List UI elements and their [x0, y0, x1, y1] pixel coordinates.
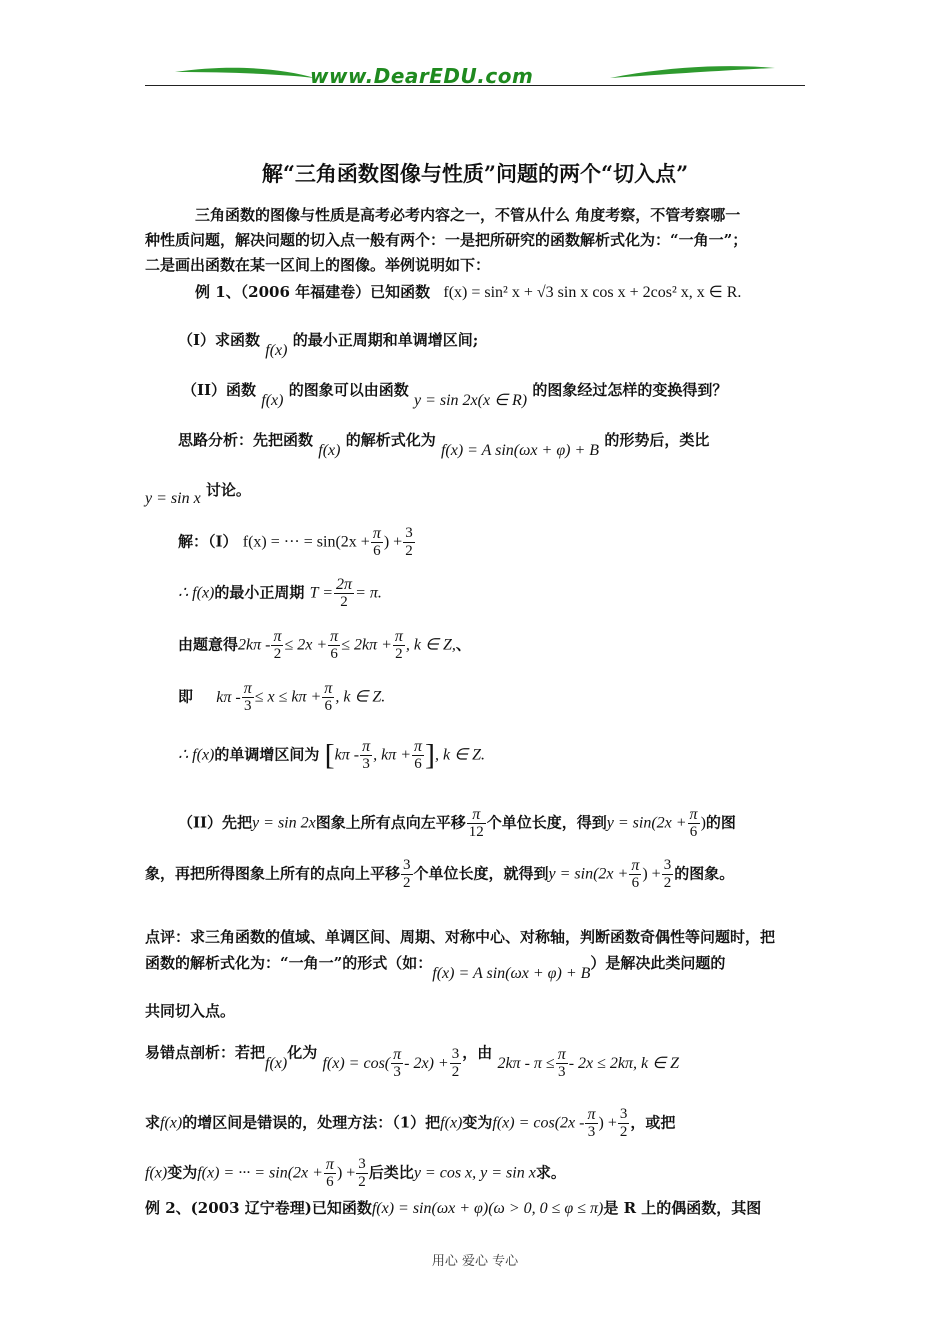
analysis-end: 讨论。: [205, 481, 251, 499]
fraction: $\frac{3}{2}$: [358, 1156, 366, 1190]
solution-step-1: 解：（I） f(x) = ··· = sin(2x + $\frac{\pi}{6}$ ) + $\frac{3}{2}$: [178, 525, 413, 559]
analysis-fx: f(x): [318, 442, 341, 459]
fraction: $\frac{\pi}{12}$: [468, 806, 484, 840]
s2-therefore: ∴ f(x): [178, 584, 215, 602]
question-2: [182, 378, 728, 409]
fraction: $\frac{\pi}{6}$: [689, 806, 698, 840]
fraction: $\frac{\pi}{3}$: [362, 738, 371, 772]
comment-line-2: 函数的解析式化为：“一角一”的形式（如：f(x) = A sin(ωx + φ) + B）是解决此类问题的: [145, 954, 726, 982]
solution-label: 解：（I）: [178, 532, 238, 551]
solution-step-5: ∴ f(x)的单调增区间为 [kπ - $\frac{\pi}{3}$ , kπ + $\frac{\pi}{6}$ ], k ∈ Z.: [178, 738, 485, 772]
intro-line-3: 二是画出函数在某一区间上的图像。举例说明如下：: [145, 256, 491, 274]
s5-text: 的单调增区间为: [214, 745, 320, 764]
s1-frac-32: $\frac{3}{2}$: [405, 525, 413, 559]
example-1-label: [195, 280, 741, 305]
fraction: $\frac{\pi}{3}$: [557, 1046, 566, 1080]
fraction: $\frac{\pi}{2}$: [394, 628, 403, 662]
s1-frac-pi6: $\frac{\pi}{6}$: [372, 525, 381, 559]
q1-fx: f(x): [265, 342, 288, 359]
page-title: 解“三角函数图像与性质”问题的两个“切入点”: [261, 161, 689, 186]
solution-step-4: 即 kπ - $\frac{\pi}{3}$ ≤ x ≤ kπ + $\frac{\pi}{6}$ , k ∈ Z.: [178, 680, 386, 714]
fraction: $\frac{\pi}{3}$: [393, 1046, 402, 1080]
pitfall-line-1: 易错点剖析：若把f(x)化为 f(x) = cos( $\frac{\pi}{3}$ - 2x) + $\frac{3}{2}$ ，由 2kπ - π ≤ $\frac{\pi}{3}$ - 2x ≤ 2kπ, k ∈ Z: [145, 1043, 679, 1080]
s3-prefix: 由题意得: [178, 635, 239, 654]
q1-suffix: 的最小正周期和单调增区间;: [292, 331, 479, 349]
s1-expr: f(x) = ··· = sin(2x +: [242, 533, 370, 551]
analysis-form: f(x) = A sin(ωx + φ) + B: [440, 442, 600, 459]
analysis-line: [178, 428, 710, 459]
fraction: $\frac{3}{2}$: [451, 1046, 460, 1080]
q2-gx: y = sin 2x(x ∈ R): [413, 392, 528, 409]
s2-T: T =: [309, 584, 334, 602]
example-1-formula: f(x) = sin² x + √3 sin x cos x + 2cos² x, x ∈ R.: [443, 284, 742, 301]
page-footer: 用心 爱心 专心: [431, 1254, 519, 1269]
analysis-sinx: y = sin x: [145, 490, 201, 507]
q2-prefix: （II）函数: [182, 381, 257, 399]
fraction: $\frac{\pi}{2}$: [273, 628, 282, 662]
fraction: $\frac{\pi}{6}$: [631, 857, 640, 891]
fraction: $\frac{\pi}{3}$: [587, 1106, 596, 1140]
intro-line-2: 种性质问题，解决问题的切入点一般有两个：一是把所研究的函数解析式化为：“一角一”；: [145, 231, 748, 249]
fraction: $\frac{\pi}{6}$: [324, 680, 333, 714]
s4-prefix: 即: [178, 687, 194, 706]
question-1: [178, 328, 479, 359]
s2-frac: $\frac{2\pi}{2}$: [336, 576, 353, 610]
part2-line-2: 象，再把所得图象上所有的点向上平移 $\frac{3}{2}$ 个单位长度，就得到y = sin(2x + $\frac{\pi}{6}$ ) + $\frac{3}{2}$ 的图象。: [145, 857, 735, 891]
analysis-suffix: 的形势后，类比: [604, 431, 710, 449]
header-rule: [145, 85, 805, 86]
pitfall-line-2: 求f(x)的增区间是错误的，处理方法：（1）把f(x)变为f(x) = cos(2x - $\frac{\pi}{3}$ ) + $\frac{3}{2}$ ，或把: [145, 1106, 676, 1140]
comment-line-1: 点评：求三角函数的值域、单调区间、周期、对称中心、对称轴，判断函数奇偶性等问题时，把: [145, 928, 776, 946]
fraction: $\frac{3}{2}$: [403, 857, 411, 891]
analysis-line-2: [145, 478, 251, 507]
s2-text: 的最小正周期: [214, 583, 305, 602]
q2-mid: 的图象可以由函数: [288, 381, 409, 399]
q1-prefix: （I）求函数: [178, 331, 261, 349]
example-2-line: 例 2、(2003 辽宁卷理)已知函数f(x) = sin(ωx + φ)(ω > 0, 0 ≤ φ ≤ π)是 R 上的偶函数，其图: [145, 1199, 762, 1217]
fraction: $\frac{\pi}{3}$: [243, 680, 252, 714]
pitfall-line-3: f(x)变为f(x) = ··· = sin(2x + $\frac{\pi}{6}$ ) + $\frac{3}{2}$ 后类比y = cos x, y = sin x求。: [145, 1156, 566, 1190]
example-1-text: 例 1、（2006 年福建卷）已知函数: [195, 283, 431, 301]
part2-line-1: （II）先把y = sin 2x图象上所有点向左平移 $\frac{\pi}{12}$ 个单位长度，得到y = sin(2x + $\frac{\pi}{6}$ )的图: [178, 806, 736, 840]
site-logo-text[interactable]: www.DearEDU.com: [310, 64, 534, 88]
intro-line-1: 三角函数的图像与性质是高考必考内容之一，不管从什么 角度考察，不管考察哪一: [195, 206, 741, 224]
q2-fx: f(x): [261, 392, 284, 409]
analysis-mid: 的解析式化为: [345, 431, 436, 449]
solution-step-2: [178, 576, 382, 611]
analysis-prefix: 思路分析：先把函数: [178, 431, 314, 449]
fraction: $\frac{3}{2}$: [663, 857, 672, 891]
comment-line-3: 共同切入点。: [145, 1002, 236, 1020]
fraction: $\frac{3}{2}$: [619, 1106, 628, 1140]
fraction: $\frac{\pi}{6}$: [325, 1156, 334, 1190]
q2-suffix: 的图象经过怎样的变换得到？: [532, 381, 728, 399]
s2-result: = π.: [355, 584, 382, 602]
solution-step-3: 由题意得2kπ - $\frac{\pi}{2}$ ≤ 2x + $\frac{\pi}{6}$ ≤ 2kπ + $\frac{\pi}{2}$ , k ∈ Z,、: [178, 628, 471, 662]
fraction: $\frac{\pi}{6}$: [330, 628, 339, 662]
fraction: $\frac{\pi}{6}$: [414, 738, 423, 772]
